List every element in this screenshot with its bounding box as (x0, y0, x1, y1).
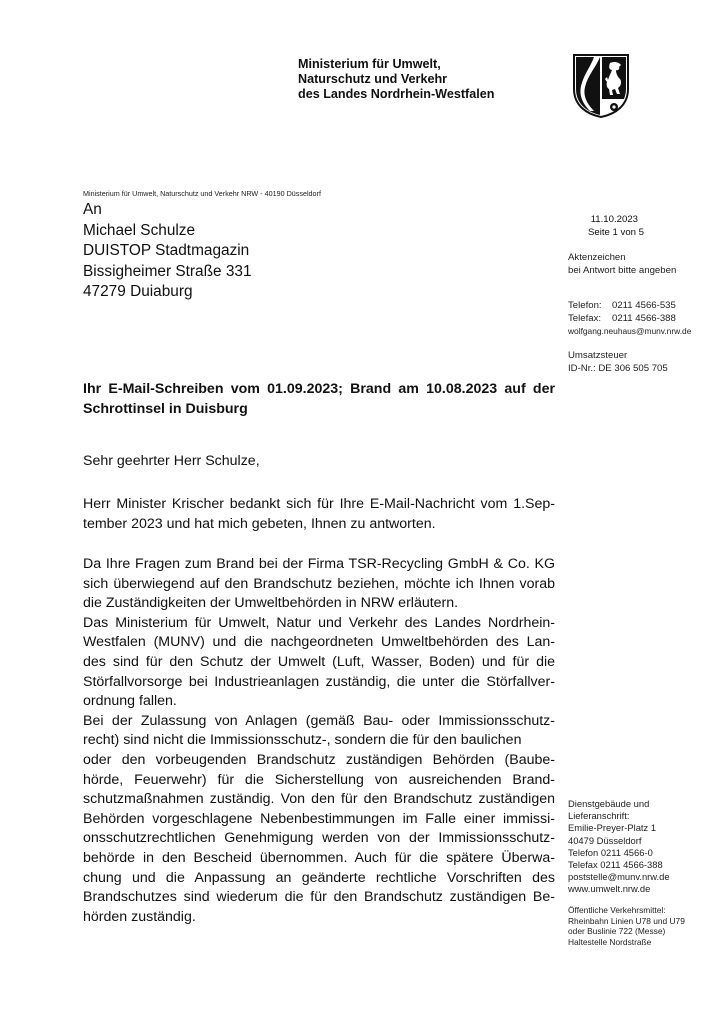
letter-subject (83, 379, 555, 419)
paragraph-2 (83, 555, 555, 927)
text-line: sich überwiegend auf den Brandschutz beziehen, möchte ich Ihnen vorab (83, 575, 555, 592)
office-phone: Telefon 0211 4566-0 (568, 846, 653, 858)
text-line: recht) sind nicht die Immissionsschutz-, sondern die für den baulichen (83, 732, 522, 749)
text-line: chung und die Anpassung an geänderte rechtliche Vorschriften des (83, 869, 555, 886)
reference-label: Aktenzeichen (568, 252, 626, 263)
return-address: Ministerium für Umwelt, Naturschutz und Verkehr NRW - 40190 Düsseldorf (83, 189, 321, 198)
office-address-block (568, 798, 670, 896)
office-email[interactable]: poststelle@munv.nrw.de (568, 871, 670, 883)
text-line: hörde, Feuerwehr) für die Sicherstellung von ausreichenden Brand- (83, 771, 555, 788)
recipient-street: Bissigheimer Straße 331 (83, 262, 252, 280)
tax-label: Umsatzsteuer (568, 350, 628, 361)
fax-label: Telefax: (568, 312, 602, 324)
text-line: Störfallvorsorge bei Industrieanlagen zuständig, die unter die Störfallver- (83, 673, 555, 690)
text-line: hörden zuständig. (83, 908, 196, 925)
ministry-name-line: Ministerium für Umwelt, (298, 57, 441, 71)
date-block (588, 214, 645, 239)
ministry-name-line: Naturschutz und Verkehr (298, 72, 448, 86)
ministry-name-line: des Landes Nordrhein-Westfalen (298, 87, 495, 101)
recipient-city: 47279 Duiaburg (83, 283, 193, 301)
text-line: Das Ministerium für Umwelt, Natur und Verkehr des Landes Nordrhein- (83, 614, 555, 631)
text-line: schutzmaßnahmen zuständig. Von den für den Brandschutz zuständigen (83, 791, 555, 808)
fax-value: 0211 4566-388 (612, 312, 676, 324)
subject-line: Ihr E-Mail-Schreiben vom 01.09.2023; Brand am 10.08.2023 auf der (83, 381, 555, 397)
reference-hint: bei Antwort bitte angeben (568, 264, 677, 276)
salutation (83, 452, 555, 472)
text-line: die Zuständigkeiten der Umweltbehörden in NRW erläutern. (83, 595, 459, 612)
recipient-organization: DUISTOP Stadtmagazin (83, 242, 250, 260)
office-address-line: 40479 Düsseldorf (568, 834, 642, 846)
tax-block (568, 350, 668, 375)
text-line: Brandschutzes sind wiederum die für den Brandschutz zuständigen Be- (83, 889, 555, 906)
page-indicator: Seite 1 von 5 (588, 226, 645, 238)
office-fax: Telefax 0211 4566-388 (568, 859, 663, 871)
paragraph-1 (83, 495, 555, 534)
text-line: Da Ihre Fragen zum Brand bei der Firma TSR-Recycling GmbH & Co. KG (83, 556, 555, 572)
text-line: behörde in den Bescheid übernommen. Auch für die spätere Überwa- (83, 849, 555, 866)
fax-row (568, 313, 691, 326)
reference-block (568, 252, 676, 277)
contact-email[interactable]: wolfgang.neuhaus@munv.nrw.de (568, 326, 692, 336)
transit-line: Öffentliche Verkehrsmittel: (568, 905, 666, 915)
recipient-line: An (83, 201, 102, 218)
office-address-line: Lieferanschrift: (568, 810, 630, 822)
subject-line: Schrottinsel in Duisburg (83, 401, 248, 417)
text-line: Herr Minister Krischer bedankt sich für Ihre E-Mail-Nachricht vom 1.Sep- (83, 496, 555, 512)
ministry-name (298, 57, 494, 102)
office-website[interactable]: www.umwelt.nrw.de (568, 883, 651, 895)
text-line: oder den vorbeugenden Brandschutz zuständigen Behörden (Baube- (83, 751, 555, 768)
text-line: ordnung fallen. (83, 693, 177, 710)
contact-block (568, 300, 691, 338)
office-address-line: Emilie-Preyer-Platz 1 (568, 822, 657, 834)
tax-id: ID-Nr.: DE 306 505 705 (568, 362, 668, 374)
transit-line: Haltestelle Nordstraße (568, 936, 652, 947)
phone-label: Telefon: (568, 300, 602, 311)
text-line: Bei der Zulassung von Anlagen (gemäß Bau- oder Immissionsschutz- (83, 712, 555, 729)
office-address-line: Dienstgebäude und (568, 798, 650, 809)
transit-block (568, 905, 685, 947)
text-line: Behörden vorgeschlagene Nebenbestimmungen im Falle einer immissi- (83, 810, 555, 827)
phone-value: 0211 4566-535 (612, 300, 676, 311)
recipient-name: Michael Schulze (83, 221, 196, 239)
text-line: onsschutzrechtlichen Genehmigung werden von der Immissionsschutz- (83, 830, 555, 847)
text-line: des sind für den Schutz der Umwelt (Luft, Wasser, Boden) und für die (83, 653, 555, 670)
nrw-coat-of-arms-icon (572, 53, 630, 119)
text-line: tember 2023 und hat mich gebeten, Ihnen zu antworten. (83, 515, 436, 532)
recipient-address (83, 200, 252, 303)
phone-row (568, 300, 691, 313)
letter-date: 11.10.2023 (590, 214, 638, 225)
transit-line: oder Buslinie 722 (Messe) (568, 926, 666, 937)
text-line: Westfalen (MUNV) und die nachgeordneten Umweltbehörden des Lan- (83, 634, 555, 651)
transit-line: Rheinbahn Linien U78 und U79 (568, 915, 685, 926)
salutation-text: Sehr geehrter Herr Schulze, (83, 453, 260, 469)
